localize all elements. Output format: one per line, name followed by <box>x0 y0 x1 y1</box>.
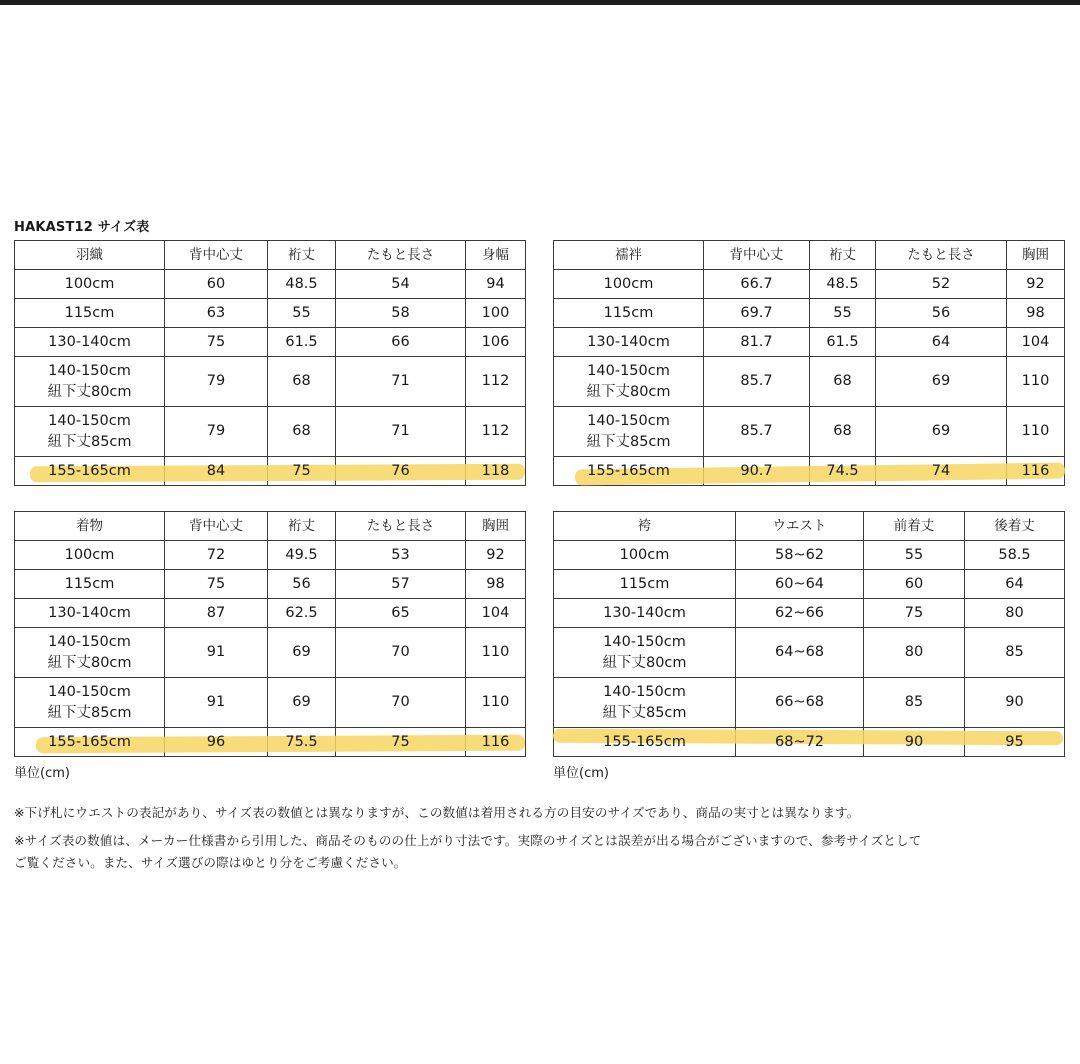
size-cell: 115cm <box>554 570 736 599</box>
value-cell: 104 <box>466 599 526 628</box>
value-cell: 54 <box>336 270 466 299</box>
value-cell: 61.5 <box>810 328 876 357</box>
value-cell: 69 <box>268 678 336 728</box>
header-cell: たもと長さ <box>336 512 466 541</box>
value-cell: 94 <box>466 270 526 299</box>
value-cell: 104 <box>1007 328 1065 357</box>
value-cell: 74.5 <box>810 457 876 486</box>
value-cell: 79 <box>165 357 268 407</box>
table-row <box>15 407 526 457</box>
value-cell: 57 <box>336 570 466 599</box>
table-row <box>554 407 1065 457</box>
value-cell: 81.7 <box>704 328 810 357</box>
note-text: ※下げ札にウエストの表記があり、サイズ表の数値とは異なりますが、この数値は着用される方の目安のサイズであり、商品の実寸とは異なります。 <box>14 805 860 820</box>
value-cell: 55 <box>268 299 336 328</box>
header-cell: 身幅 <box>466 241 526 270</box>
value-cell: 110 <box>1007 357 1065 407</box>
value-cell: 61.5 <box>268 328 336 357</box>
value-cell: 110 <box>466 678 526 728</box>
value-cell: 85 <box>965 628 1065 678</box>
size-cell: 140-150cm 紐下丈85cm <box>15 407 165 457</box>
table-header-row <box>15 241 526 270</box>
value-cell: 56 <box>268 570 336 599</box>
value-cell: 85 <box>864 678 965 728</box>
value-cell: 60 <box>864 570 965 599</box>
value-cell: 62~66 <box>736 599 864 628</box>
table-row <box>554 299 1065 328</box>
row-sublabel: 紐下丈80cm <box>47 654 132 671</box>
header-cell: 裄丈 <box>268 241 336 270</box>
value-cell: 79 <box>165 407 268 457</box>
value-cell: 116 <box>466 728 526 757</box>
value-cell: 60~64 <box>736 570 864 599</box>
header-cell: 胸囲 <box>466 512 526 541</box>
table-row <box>15 570 526 599</box>
value-cell: 90 <box>864 728 965 757</box>
size-cell: 140-150cm 紐下丈80cm <box>15 628 165 678</box>
value-cell: 48.5 <box>810 270 876 299</box>
value-cell: 58~62 <box>736 541 864 570</box>
header-cell: たもと長さ <box>336 241 466 270</box>
value-cell: 58.5 <box>965 541 1065 570</box>
value-cell: 56 <box>876 299 1007 328</box>
table-row <box>554 328 1065 357</box>
value-cell: 75 <box>268 457 336 486</box>
value-cell: 98 <box>466 570 526 599</box>
size-cell: 100cm <box>15 541 165 570</box>
value-cell: 95 <box>965 728 1065 757</box>
size-cell: 115cm <box>15 299 165 328</box>
value-cell: 49.5 <box>268 541 336 570</box>
value-cell: 91 <box>165 628 268 678</box>
value-cell: 55 <box>810 299 876 328</box>
header-cell: 後着丈 <box>965 512 1065 541</box>
value-cell: 85.7 <box>704 357 810 407</box>
value-cell: 62.5 <box>268 599 336 628</box>
size-cell: 140-150cm 紐下丈80cm <box>15 357 165 407</box>
table-row <box>15 628 526 678</box>
kimono-size-table <box>14 511 526 757</box>
value-cell: 63 <box>165 299 268 328</box>
table-row <box>554 599 1065 628</box>
top-edge-bar <box>0 0 1080 5</box>
header-cell: 背中心丈 <box>165 512 268 541</box>
header-cell: 襦袢 <box>554 241 704 270</box>
size-cell: 115cm <box>554 299 704 328</box>
value-cell: 69 <box>876 357 1007 407</box>
unit-label: 単位(cm) <box>14 766 70 781</box>
value-cell: 68 <box>268 357 336 407</box>
value-cell: 55 <box>864 541 965 570</box>
size-cell: 130-140cm <box>554 599 736 628</box>
juban-size-table <box>553 240 1065 486</box>
value-cell: 80 <box>965 599 1065 628</box>
row-sublabel: 紐下丈80cm <box>602 654 687 671</box>
value-cell: 72 <box>165 541 268 570</box>
value-cell: 87 <box>165 599 268 628</box>
size-cell: 100cm <box>15 270 165 299</box>
table-row <box>554 541 1065 570</box>
size-cell: 140-150cm 紐下丈80cm <box>554 628 736 678</box>
value-cell: 96 <box>165 728 268 757</box>
value-cell: 116 <box>1007 457 1065 486</box>
table-row <box>15 299 526 328</box>
value-cell: 68 <box>268 407 336 457</box>
header-cell: ウエスト <box>736 512 864 541</box>
value-cell: 75.5 <box>268 728 336 757</box>
header-cell: 背中心丈 <box>165 241 268 270</box>
table-header-row <box>15 512 526 541</box>
value-cell: 68 <box>810 407 876 457</box>
size-cell: 100cm <box>554 270 704 299</box>
value-cell: 64 <box>965 570 1065 599</box>
header-cell: 羽織 <box>15 241 165 270</box>
header-cell: 裄丈 <box>268 512 336 541</box>
row-sublabel: 紐下丈85cm <box>47 433 132 450</box>
size-cell: 140-150cm 紐下丈85cm <box>554 407 704 457</box>
row-sublabel: 紐下丈80cm <box>47 383 132 400</box>
value-cell: 92 <box>466 541 526 570</box>
value-cell: 68~72 <box>736 728 864 757</box>
row-sublabel: 紐下丈80cm <box>586 383 671 400</box>
value-cell: 85.7 <box>704 407 810 457</box>
table-row <box>15 357 526 407</box>
table-row <box>15 328 526 357</box>
value-cell: 53 <box>336 541 466 570</box>
value-cell: 75 <box>864 599 965 628</box>
size-cell: 130-140cm <box>15 599 165 628</box>
table-row <box>554 678 1065 728</box>
value-cell: 112 <box>466 407 526 457</box>
value-cell: 106 <box>466 328 526 357</box>
row-sublabel: 紐下丈85cm <box>602 704 687 721</box>
value-cell: 110 <box>466 628 526 678</box>
table-row <box>15 599 526 628</box>
value-cell: 48.5 <box>268 270 336 299</box>
size-cell: 155-165cm <box>554 457 704 486</box>
value-cell: 52 <box>876 270 1007 299</box>
value-cell: 65 <box>336 599 466 628</box>
row-sublabel: 紐下丈85cm <box>47 704 132 721</box>
value-cell: 90.7 <box>704 457 810 486</box>
header-cell: たもと長さ <box>876 241 1007 270</box>
value-cell: 70 <box>336 628 466 678</box>
table-row <box>15 678 526 728</box>
value-cell: 64~68 <box>736 628 864 678</box>
size-cell: 115cm <box>15 570 165 599</box>
value-cell: 100 <box>466 299 526 328</box>
row-sublabel: 紐下丈85cm <box>586 433 671 450</box>
table-header-row <box>554 241 1065 270</box>
value-cell: 84 <box>165 457 268 486</box>
value-cell: 66 <box>336 328 466 357</box>
header-cell: 裄丈 <box>810 241 876 270</box>
size-cell: 140-150cm 紐下丈80cm <box>554 357 704 407</box>
value-cell: 92 <box>1007 270 1065 299</box>
header-cell: 胸囲 <box>1007 241 1065 270</box>
value-cell: 80 <box>864 628 965 678</box>
value-cell: 69 <box>268 628 336 678</box>
page-title: HAKAST12 サイズ表 <box>14 220 150 235</box>
value-cell: 75 <box>165 570 268 599</box>
header-cell: 背中心丈 <box>704 241 810 270</box>
table-header-row <box>554 512 1065 541</box>
value-cell: 118 <box>466 457 526 486</box>
value-cell: 71 <box>336 357 466 407</box>
note-text: ※サイズ表の数値は、メーカー仕様書から引用した、商品そのものの仕上がり寸法です。実際のサイズとは誤差が出る場合がございますので、参考サイズとして <box>14 833 922 848</box>
value-cell: 64 <box>876 328 1007 357</box>
size-cell: 100cm <box>554 541 736 570</box>
value-cell: 90 <box>965 678 1065 728</box>
size-cell: 155-165cm <box>15 457 165 486</box>
haori-size-table <box>14 240 526 486</box>
value-cell: 76 <box>336 457 466 486</box>
value-cell: 110 <box>1007 407 1065 457</box>
value-cell: 60 <box>165 270 268 299</box>
value-cell: 66~68 <box>736 678 864 728</box>
header-cell: 着物 <box>15 512 165 541</box>
size-cell: 155-165cm <box>554 728 736 757</box>
value-cell: 75 <box>165 328 268 357</box>
value-cell: 71 <box>336 407 466 457</box>
table-row <box>554 357 1065 407</box>
value-cell: 69 <box>876 407 1007 457</box>
value-cell: 69.7 <box>704 299 810 328</box>
header-cell: 袴 <box>554 512 736 541</box>
value-cell: 66.7 <box>704 270 810 299</box>
table-row <box>15 270 526 299</box>
value-cell: 70 <box>336 678 466 728</box>
size-cell: 140-150cm 紐下丈85cm <box>554 678 736 728</box>
value-cell: 74 <box>876 457 1007 486</box>
hakama-size-table <box>553 511 1065 757</box>
value-cell: 58 <box>336 299 466 328</box>
value-cell: 68 <box>810 357 876 407</box>
value-cell: 98 <box>1007 299 1065 328</box>
size-cell: 155-165cm <box>15 728 165 757</box>
value-cell: 75 <box>336 728 466 757</box>
header-cell: 前着丈 <box>864 512 965 541</box>
size-cell: 130-140cm <box>15 328 165 357</box>
table-row <box>554 628 1065 678</box>
value-cell: 112 <box>466 357 526 407</box>
size-cell: 130-140cm <box>554 328 704 357</box>
note-text: ご覧ください。また、サイズ選びの際はゆとり分をご考慮ください。 <box>14 855 407 870</box>
unit-label: 単位(cm) <box>553 766 609 781</box>
table-row <box>554 270 1065 299</box>
value-cell: 91 <box>165 678 268 728</box>
table-row <box>15 541 526 570</box>
table-row <box>554 570 1065 599</box>
size-cell: 140-150cm 紐下丈85cm <box>15 678 165 728</box>
